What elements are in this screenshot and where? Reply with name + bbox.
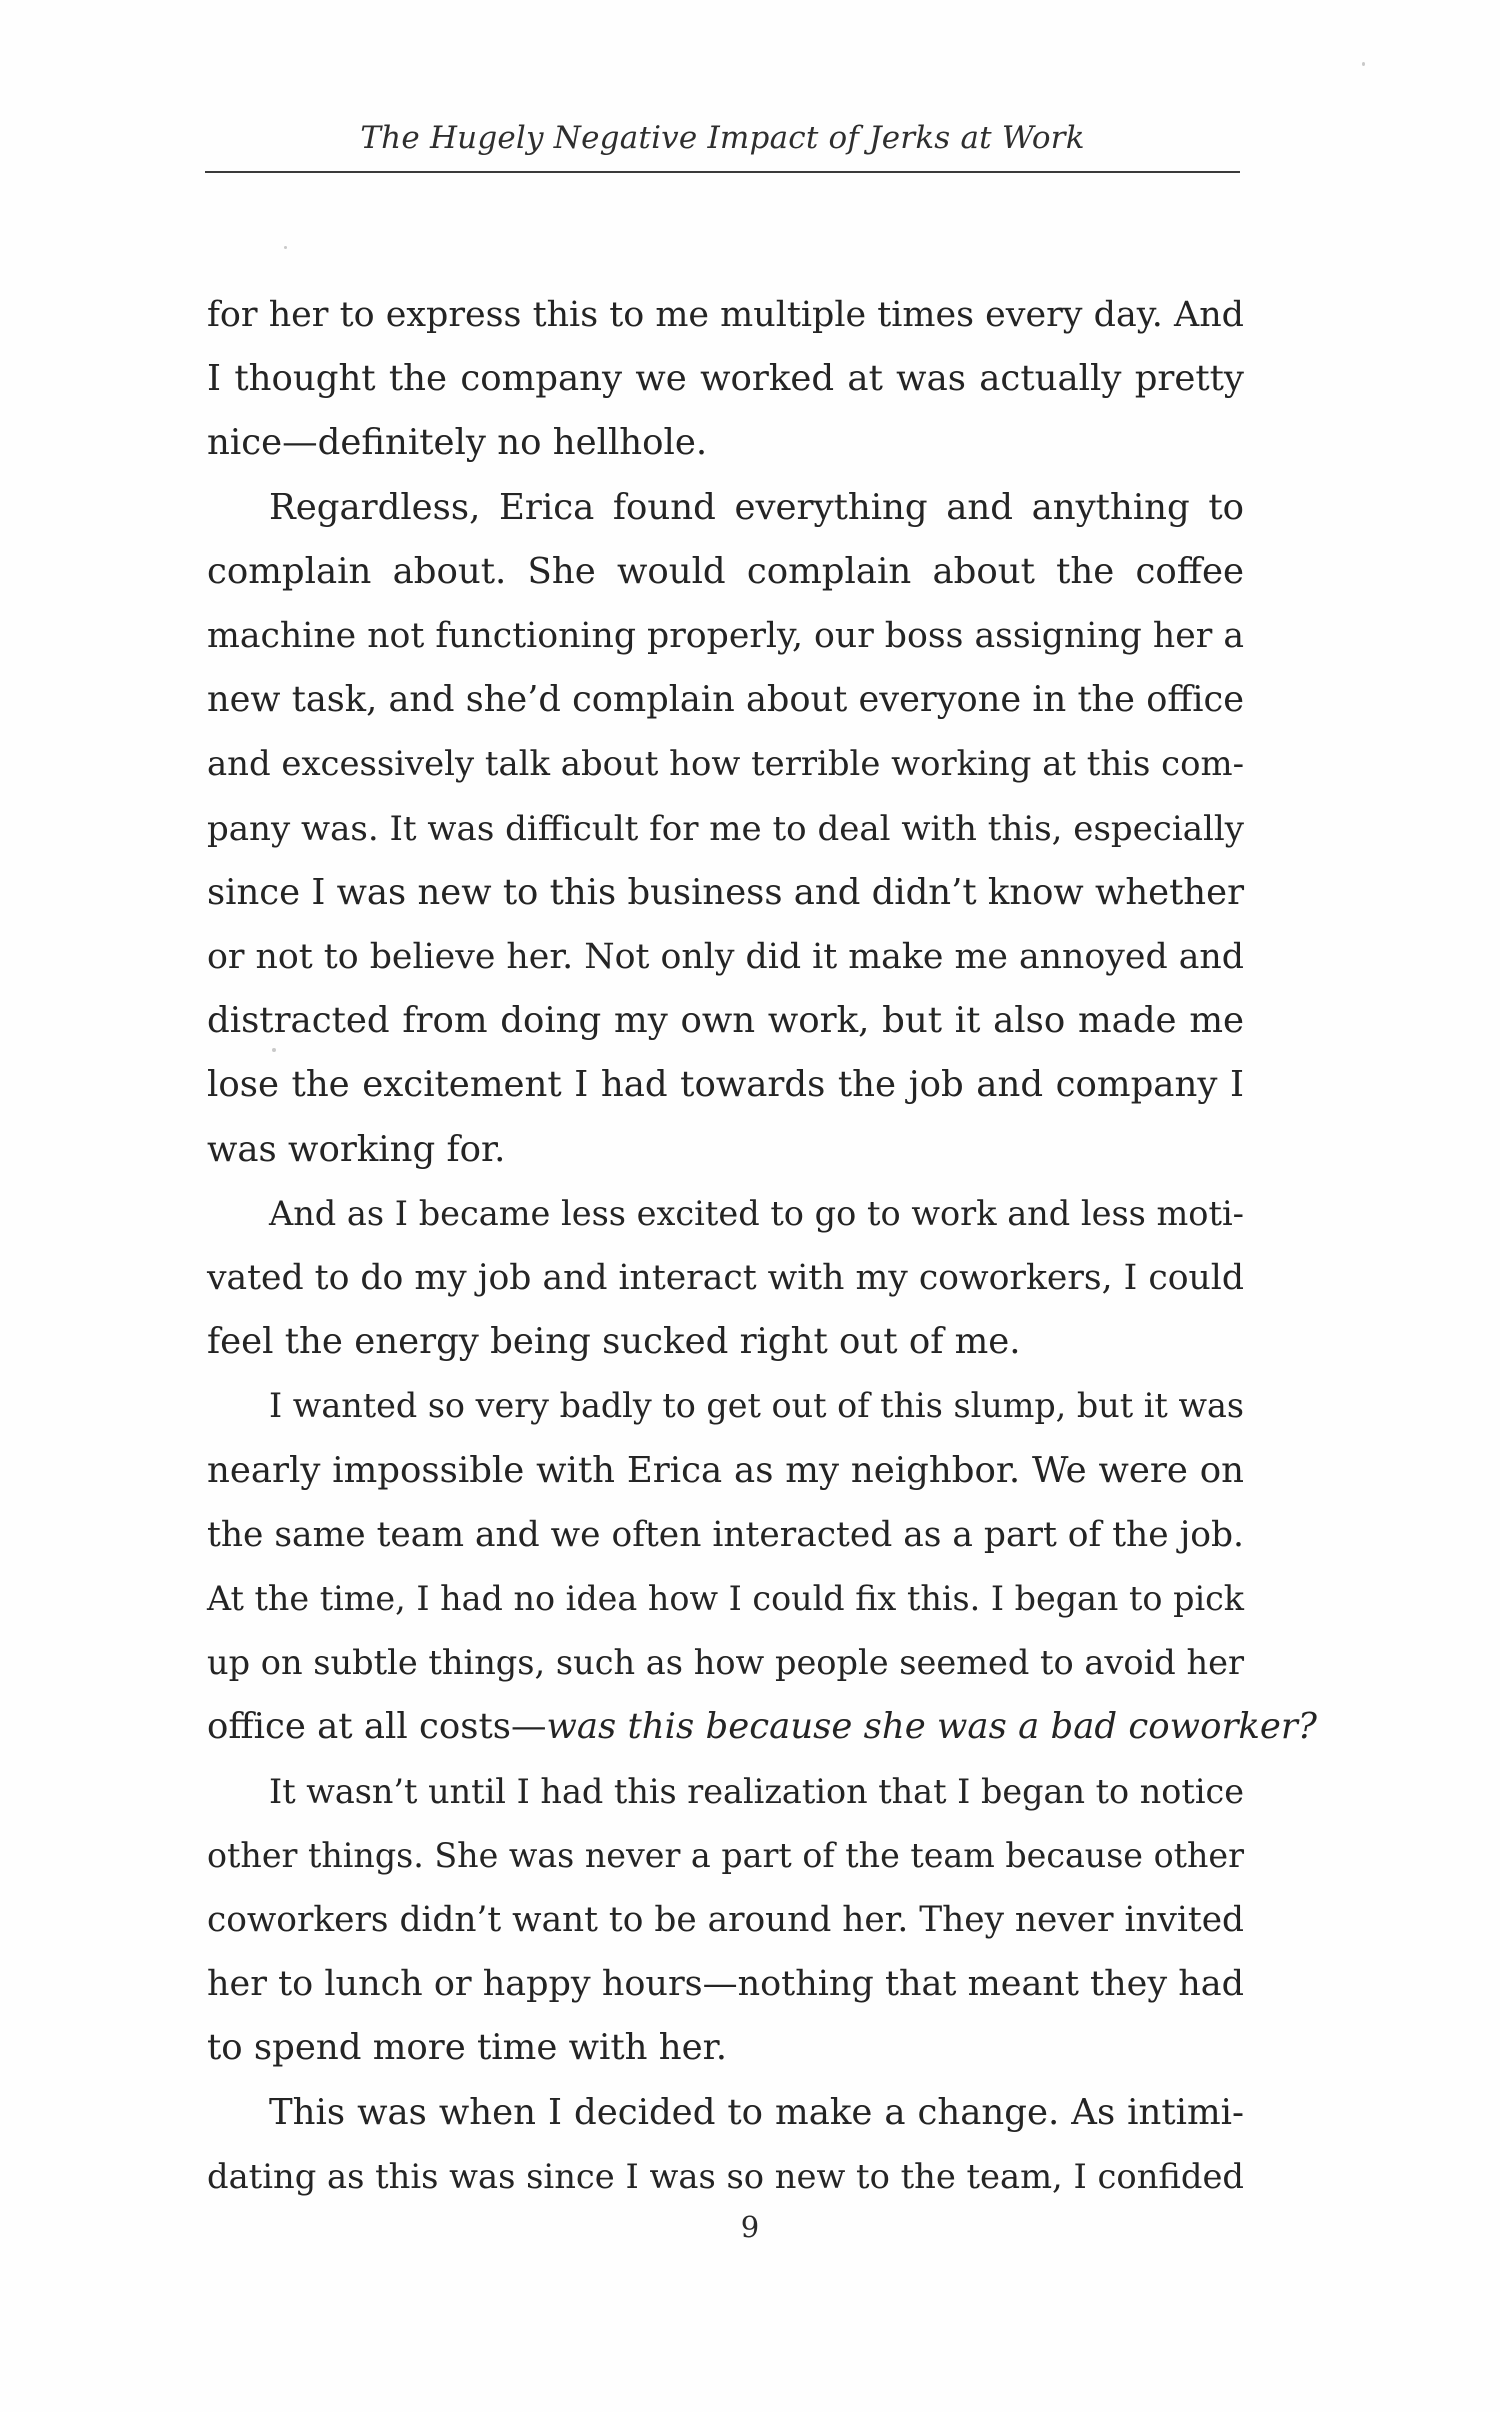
text-line: Regardless, Erica found everything and anything to bbox=[269, 486, 1244, 528]
text-line: distracted from doing my own work, but it also made me bbox=[207, 1000, 1244, 1042]
text-line: her to lunch or happy hours—nothing that meant they had bbox=[207, 1964, 1244, 2005]
text-line: the same team and we often interacted as a part of the job. bbox=[207, 1514, 1244, 1555]
text-line: This was when I decided to make a change. As intimi- bbox=[269, 2091, 1244, 2133]
text-line: up on subtle things, such as how people seemed to avoid her bbox=[207, 1643, 1244, 1683]
scan-speck bbox=[272, 1048, 276, 1052]
text-line: I wanted so very badly to get out of this slump, but it was bbox=[269, 1386, 1244, 1426]
text-line: or not to believe her. Not only did it make me annoyed and bbox=[207, 937, 1244, 978]
text-line: And as I became less excited to go to work and less moti- bbox=[269, 1193, 1244, 1233]
text-line: other things. She was never a part of the team because other bbox=[207, 1835, 1244, 1875]
text-line: pany was. It was difficult for me to deal with this, especially bbox=[207, 808, 1244, 849]
scan-speck bbox=[284, 246, 287, 249]
text-line: vated to do my job and interact with my coworkers, I could bbox=[207, 1258, 1244, 1299]
text-line: machine not functioning properly, our boss assigning her a bbox=[207, 616, 1244, 657]
text-italic-question: was this because she was a bad coworker? bbox=[546, 1706, 1317, 1748]
text-line: lose the excitement I had towards the job and company I bbox=[207, 1064, 1244, 1106]
body-text bbox=[207, 283, 1317, 2209]
text-line: was working for. bbox=[207, 1128, 506, 1170]
text-line: nearly impossible with Erica as my neighbor. We were on bbox=[207, 1449, 1244, 1491]
text-line-mixed bbox=[207, 1695, 1317, 1759]
text-line: nice—definitely no hellhole. bbox=[207, 422, 708, 464]
text-line: coworkers didn’t want to be around her. They never invited bbox=[207, 1900, 1244, 1941]
text-line: new task, and she’d complain about everyone in the office bbox=[207, 679, 1244, 721]
header-rule bbox=[205, 171, 1240, 173]
scan-speck bbox=[1362, 62, 1365, 66]
text-line: complain about. She would complain about the coffee bbox=[207, 550, 1244, 592]
text-line: to spend more time with her. bbox=[207, 2027, 728, 2069]
text-line: and excessively talk about how terrible working at this com- bbox=[207, 744, 1244, 784]
page-number: 9 bbox=[740, 2210, 760, 2244]
text-line: At the time, I had no idea how I could fix this. I began to pick bbox=[207, 1579, 1244, 1619]
text-line: for her to express this to me multiple times every day. And bbox=[207, 295, 1244, 335]
text-roman: office at all costs— bbox=[207, 1706, 547, 1748]
text-line: feel the energy being sucked right out of me. bbox=[207, 1321, 1021, 1363]
running-header-title: The Hugely Negative Impact of Jerks at Work bbox=[360, 120, 1085, 156]
text-line: I thought the company we worked at was actually pretty bbox=[207, 358, 1244, 400]
text-line: dating as this was since I was so new to the team, I confided bbox=[207, 2156, 1244, 2196]
text-line: It wasn’t until I had this realization that I began to notice bbox=[269, 1771, 1244, 1811]
text-line: since I was new to this business and didn’t know whether bbox=[207, 871, 1244, 913]
